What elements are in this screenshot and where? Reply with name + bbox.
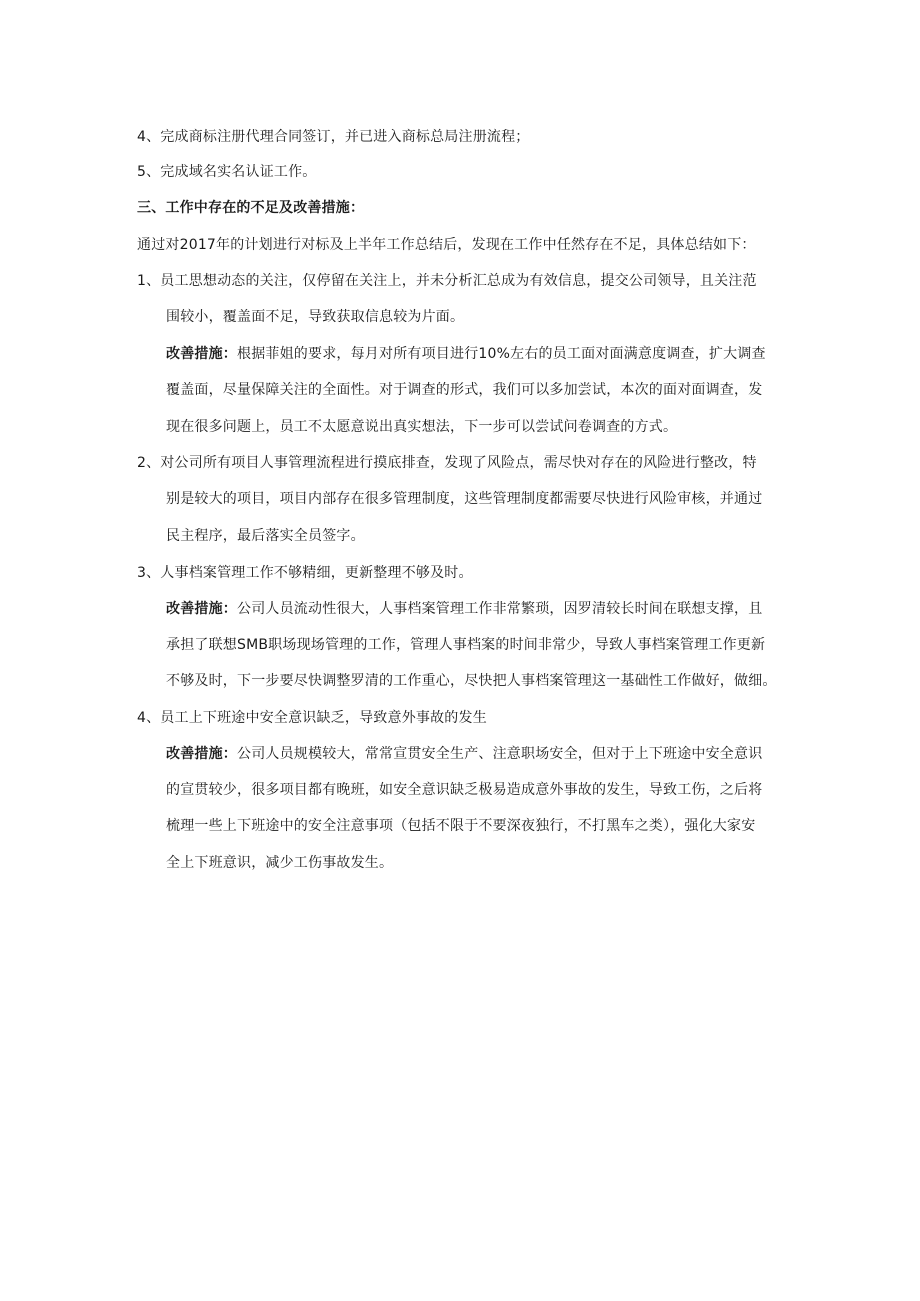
problem-2-line-1: 2、对公司所有项目人事管理流程进行摸底排查，发现了风险点，需尽快对存在的风险进行整改，特 <box>137 455 757 471</box>
item-5-domain: 5、完成域名实名认证工作。 <box>137 164 317 180</box>
problem-4-line-1: 4、员工上下班途中安全意识缺乏，导致意外事故的发生 <box>137 710 487 726</box>
measure-3-line-2: 承担了联想SMB职场现场管理的工作，管理人事档案的时间非常少，导致人事档案管理工作更新 <box>166 637 766 653</box>
intro-paragraph: 通过对2017年的计划进行对标及上半年工作总结后，发现在工作中任然存在不足，具体总结如下： <box>137 237 756 253</box>
measure-4-line-2: 的宣贯较少，很多项目都有晚班，如安全意识缺乏极易造成意外事故的发生，导致工伤，之后将 <box>166 782 763 798</box>
problem-3-line-1: 3、人事档案管理工作不够精细，更新整理不够及时。 <box>137 565 473 581</box>
measure-1-line-1 <box>166 342 796 366</box>
problem-2-line-2: 别是较大的项目，项目内部存在很多管理制度，这些管理制度都需要尽快进行风险审核，并通过 <box>166 491 763 507</box>
problem-1-line-1: 1、员工思想动态的关注，仅停留在关注上，并未分析汇总成为有效信息，提交公司领导，且关注范 <box>137 273 757 289</box>
problem-2-line-3: 民主程序，最后落实全员签字。 <box>166 528 365 544</box>
item-4-trademark: 4、完成商标注册代理合同签订，并已进入商标总局注册流程； <box>137 129 530 145</box>
measure-4-text-1: 公司人员规模较大，常常宣贯安全生产、注意职场安全，但对于上下班途中安全意识 <box>237 746 763 762</box>
problem-1-line-2: 围较小，覆盖面不足，导致获取信息较为片面。 <box>166 309 465 325</box>
section-heading: 三、工作中存在的不足及改善措施： <box>137 200 365 216</box>
measure-label: 改善措施： <box>166 346 237 362</box>
measure-3-text-1: 公司人员流动性很大，人事档案管理工作非常繁琐，因罗清较长时间在联想支撑，且 <box>237 601 763 617</box>
measure-1-line-3: 现在很多问题上，员工不太愿意说出真实想法，下一步可以尝试问卷调查的方式。 <box>166 419 678 435</box>
measure-3-line-3: 不够及时，下一步要尽快调整罗清的工作重心，尽快把人事档案管理这一基础性工作做好，做细。 <box>166 673 777 689</box>
measure-label: 改善措施： <box>166 746 237 762</box>
measure-4-line-3: 梳理一些上下班途中的安全注意事项（包括不限于不要深夜独行，不打黑车之类），强化大家安 <box>166 818 756 834</box>
measure-1-line-2: 覆盖面，尽量保障关注的全面性。对于调查的形式，我们可以多加尝试，本次的面对面调查，发 <box>166 382 763 398</box>
measure-3-line-1 <box>166 597 796 621</box>
measure-label: 改善措施： <box>166 601 237 617</box>
measure-1-text-1: 根据菲姐的要求，每月对所有项目进行10%左右的员工面对面满意度调查，扩大调查 <box>237 346 766 362</box>
measure-4-line-1 <box>166 742 796 766</box>
measure-4-line-4: 全上下班意识，减少工伤事故发生。 <box>166 855 394 871</box>
